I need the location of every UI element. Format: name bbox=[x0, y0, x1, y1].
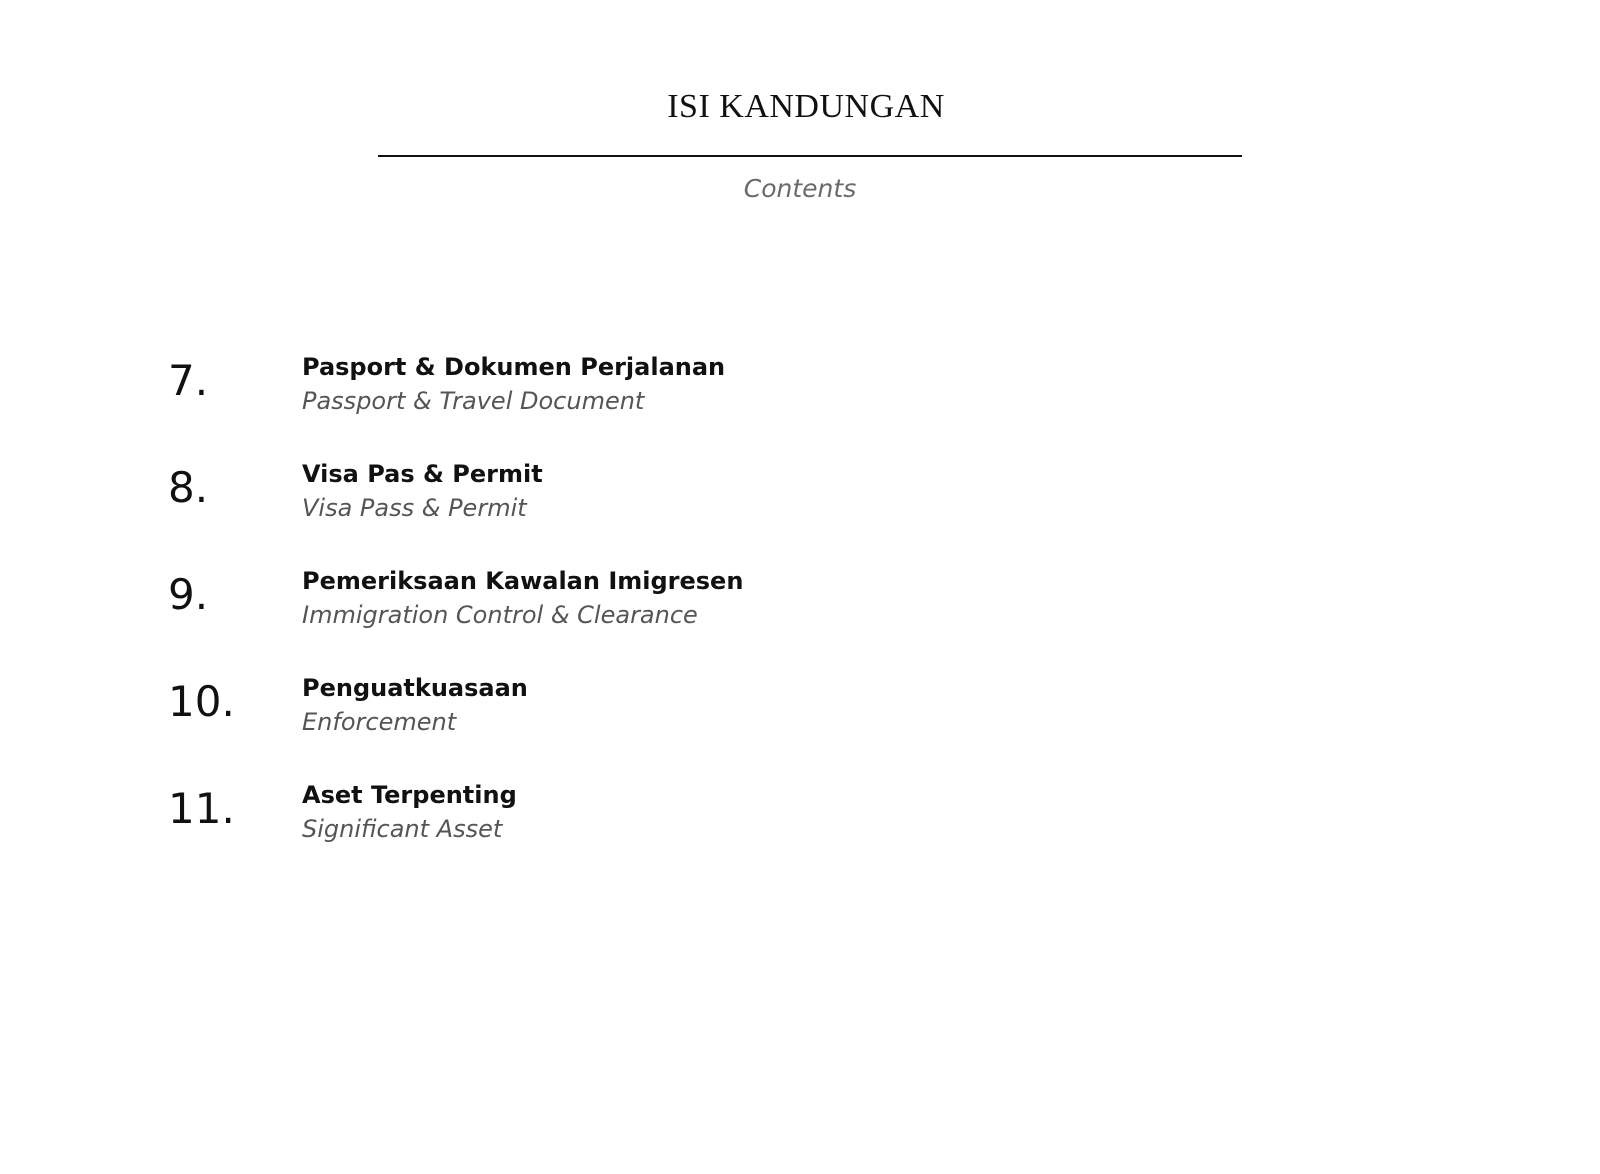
page-title: ISI KANDUNGAN bbox=[667, 88, 945, 125]
toc-heading: Penguatkuasaan bbox=[302, 674, 528, 702]
page-subtitle: Contents bbox=[743, 174, 857, 203]
toc-subheading: Significant Asset bbox=[302, 815, 503, 843]
toc-heading: Visa Pas & Permit bbox=[302, 460, 543, 488]
toc-subheading: Visa Pass & Permit bbox=[302, 494, 527, 522]
toc-number: 10. bbox=[168, 677, 235, 726]
toc-entry-text bbox=[302, 457, 543, 525]
toc-item-8[interactable] bbox=[168, 457, 1068, 564]
toc-number: 7. bbox=[168, 356, 209, 405]
toc-entry-text bbox=[302, 778, 517, 846]
toc-item-10[interactable] bbox=[168, 671, 1068, 778]
title-divider bbox=[378, 155, 1242, 157]
toc-subheading: Enforcement bbox=[302, 708, 457, 736]
toc-subheading: Immigration Control & Clearance bbox=[302, 601, 698, 629]
toc-heading: Aset Terpenting bbox=[302, 781, 517, 809]
table-of-contents bbox=[168, 350, 1068, 885]
toc-item-7[interactable] bbox=[168, 350, 1068, 457]
toc-number: 11. bbox=[168, 784, 235, 833]
toc-entry-text bbox=[302, 350, 725, 418]
toc-heading: Pemeriksaan Kawalan Imigresen bbox=[302, 567, 744, 595]
toc-entry-text bbox=[302, 564, 743, 632]
toc-subheading: Passport & Travel Document bbox=[302, 387, 645, 415]
toc-number: 8. bbox=[168, 463, 209, 512]
toc-entry-text bbox=[302, 671, 528, 739]
toc-item-9[interactable] bbox=[168, 564, 1068, 671]
toc-number: 9. bbox=[168, 570, 209, 619]
toc-item-11[interactable] bbox=[168, 778, 1068, 885]
toc-heading: Pasport & Dokumen Perjalanan bbox=[302, 353, 726, 381]
